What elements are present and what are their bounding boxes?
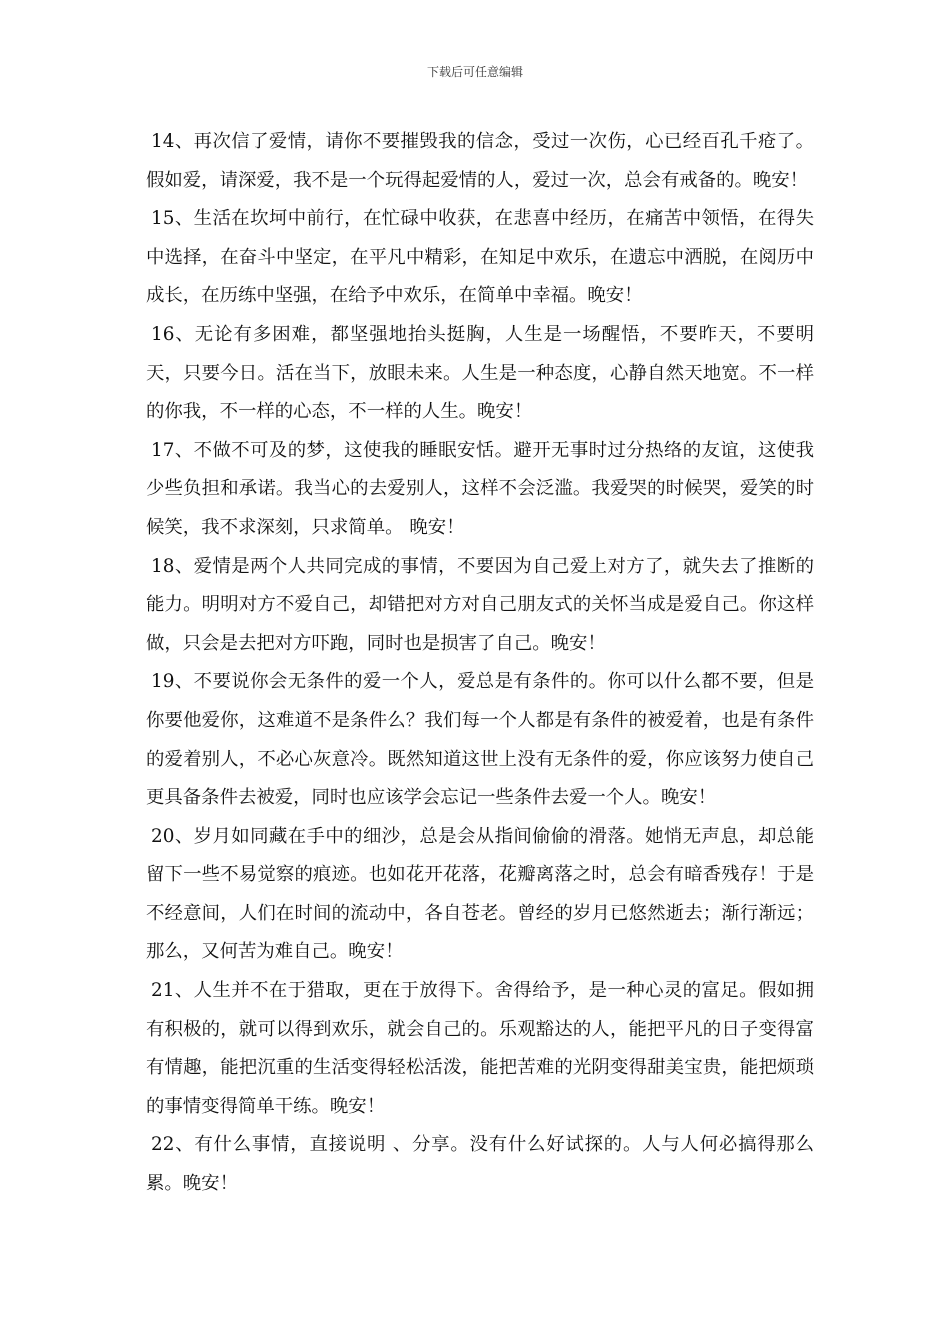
paragraph-20: 20、岁月如同藏在手中的细沙，总是会从指间偷偷的滑落。她悄无声息，却总能留下一些不易觉察的痕迹。也如花开花落，花瓣离落之时，总会有暗香残存！于是不经意间，人们在时间的流动中，各自苍老。曾经的岁月已悠然逝去；渐行渐远；那么，又何苦为难自己。晚安！	[146, 825, 814, 963]
paragraph-16: 16、无论有多困难，都坚强地抬头挺胸，人生是一场醒悟，不要昨天，不要明天，只要今日。活在当下，放眼未来。人生是一种态度，心静自然天地宽。不一样的你我，不一样的心态，不一样的人生。晚安！	[146, 323, 814, 423]
paragraph-19: 19、不要说你会无条件的爱一个人，爱总是有条件的。你可以什么都不要，但是你要他爱你，这难道不是条件么？我们每一个人都是有条件的被爱着，也是有条件的爱着别人，不必心灰意冷。既然知道这世上没有无条件的爱，你应该努力使自己更具备条件去被爱，同时也应该学会忘记一些条件去爱一个人。晚安！	[146, 671, 814, 809]
paragraph-18: 18、爱情是两个人共同完成的事情，不要因为自己爱上对方了，就失去了推断的能力。明明对方不爱自己，却错把对方对自己朋友式的关怀当成是爱自己。你这样做，只会是去把对方吓跑，同时也是损害了自己。晚安！	[146, 555, 814, 654]
paragraph-15: 15、生活在坎坷中前行，在忙碌中收获，在悲喜中经历，在痛苦中领悟，在得失中选择，在奋斗中坚定，在平凡中精彩，在知足中欢乐，在遗忘中洒脱，在阅历中成长，在历练中坚强，在给予中欢乐，在简单中幸福。晚安！	[146, 208, 814, 307]
document-body	[146, 123, 814, 1204]
paragraph-21: 21、人生并不在于猎取，更在于放得下。舍得给予，是一种心灵的富足。假如拥有积极的，就可以得到欢乐，就会自己的。乐观豁达的人，能把平凡的日子变得富有情趣，能把沉重的生活变得轻松活泼，能把苦难的光阴变得甜美宝贵，能把烦琐的事情变得简单干练。晚安！	[146, 980, 814, 1117]
paragraph-17: 17、不做不可及的梦，这使我的睡眠安恬。避开无事时过分热络的友谊，这使我少些负担和承诺。我当心的去爱别人，这样不会泛滥。我爱哭的时候哭，爱笑的时候笑，我不求深刻，只求简单。 晚安！	[146, 439, 814, 538]
paragraph-14: 14、再次信了爱情，请你不要摧毁我的信念，受过一次伤，心已经百孔千疮了。假如爱，请深爱，我不是一个玩得起爱情的人，爱过一次，总会有戒备的。晚安！	[146, 131, 814, 191]
paragraph-22: 22、有什么事情，直接说明 、分享。没有什么好试探的。人与人何必搞得那么累。晚安！	[146, 1134, 814, 1195]
page-header: 下载后可任意编辑	[426, 65, 523, 79]
